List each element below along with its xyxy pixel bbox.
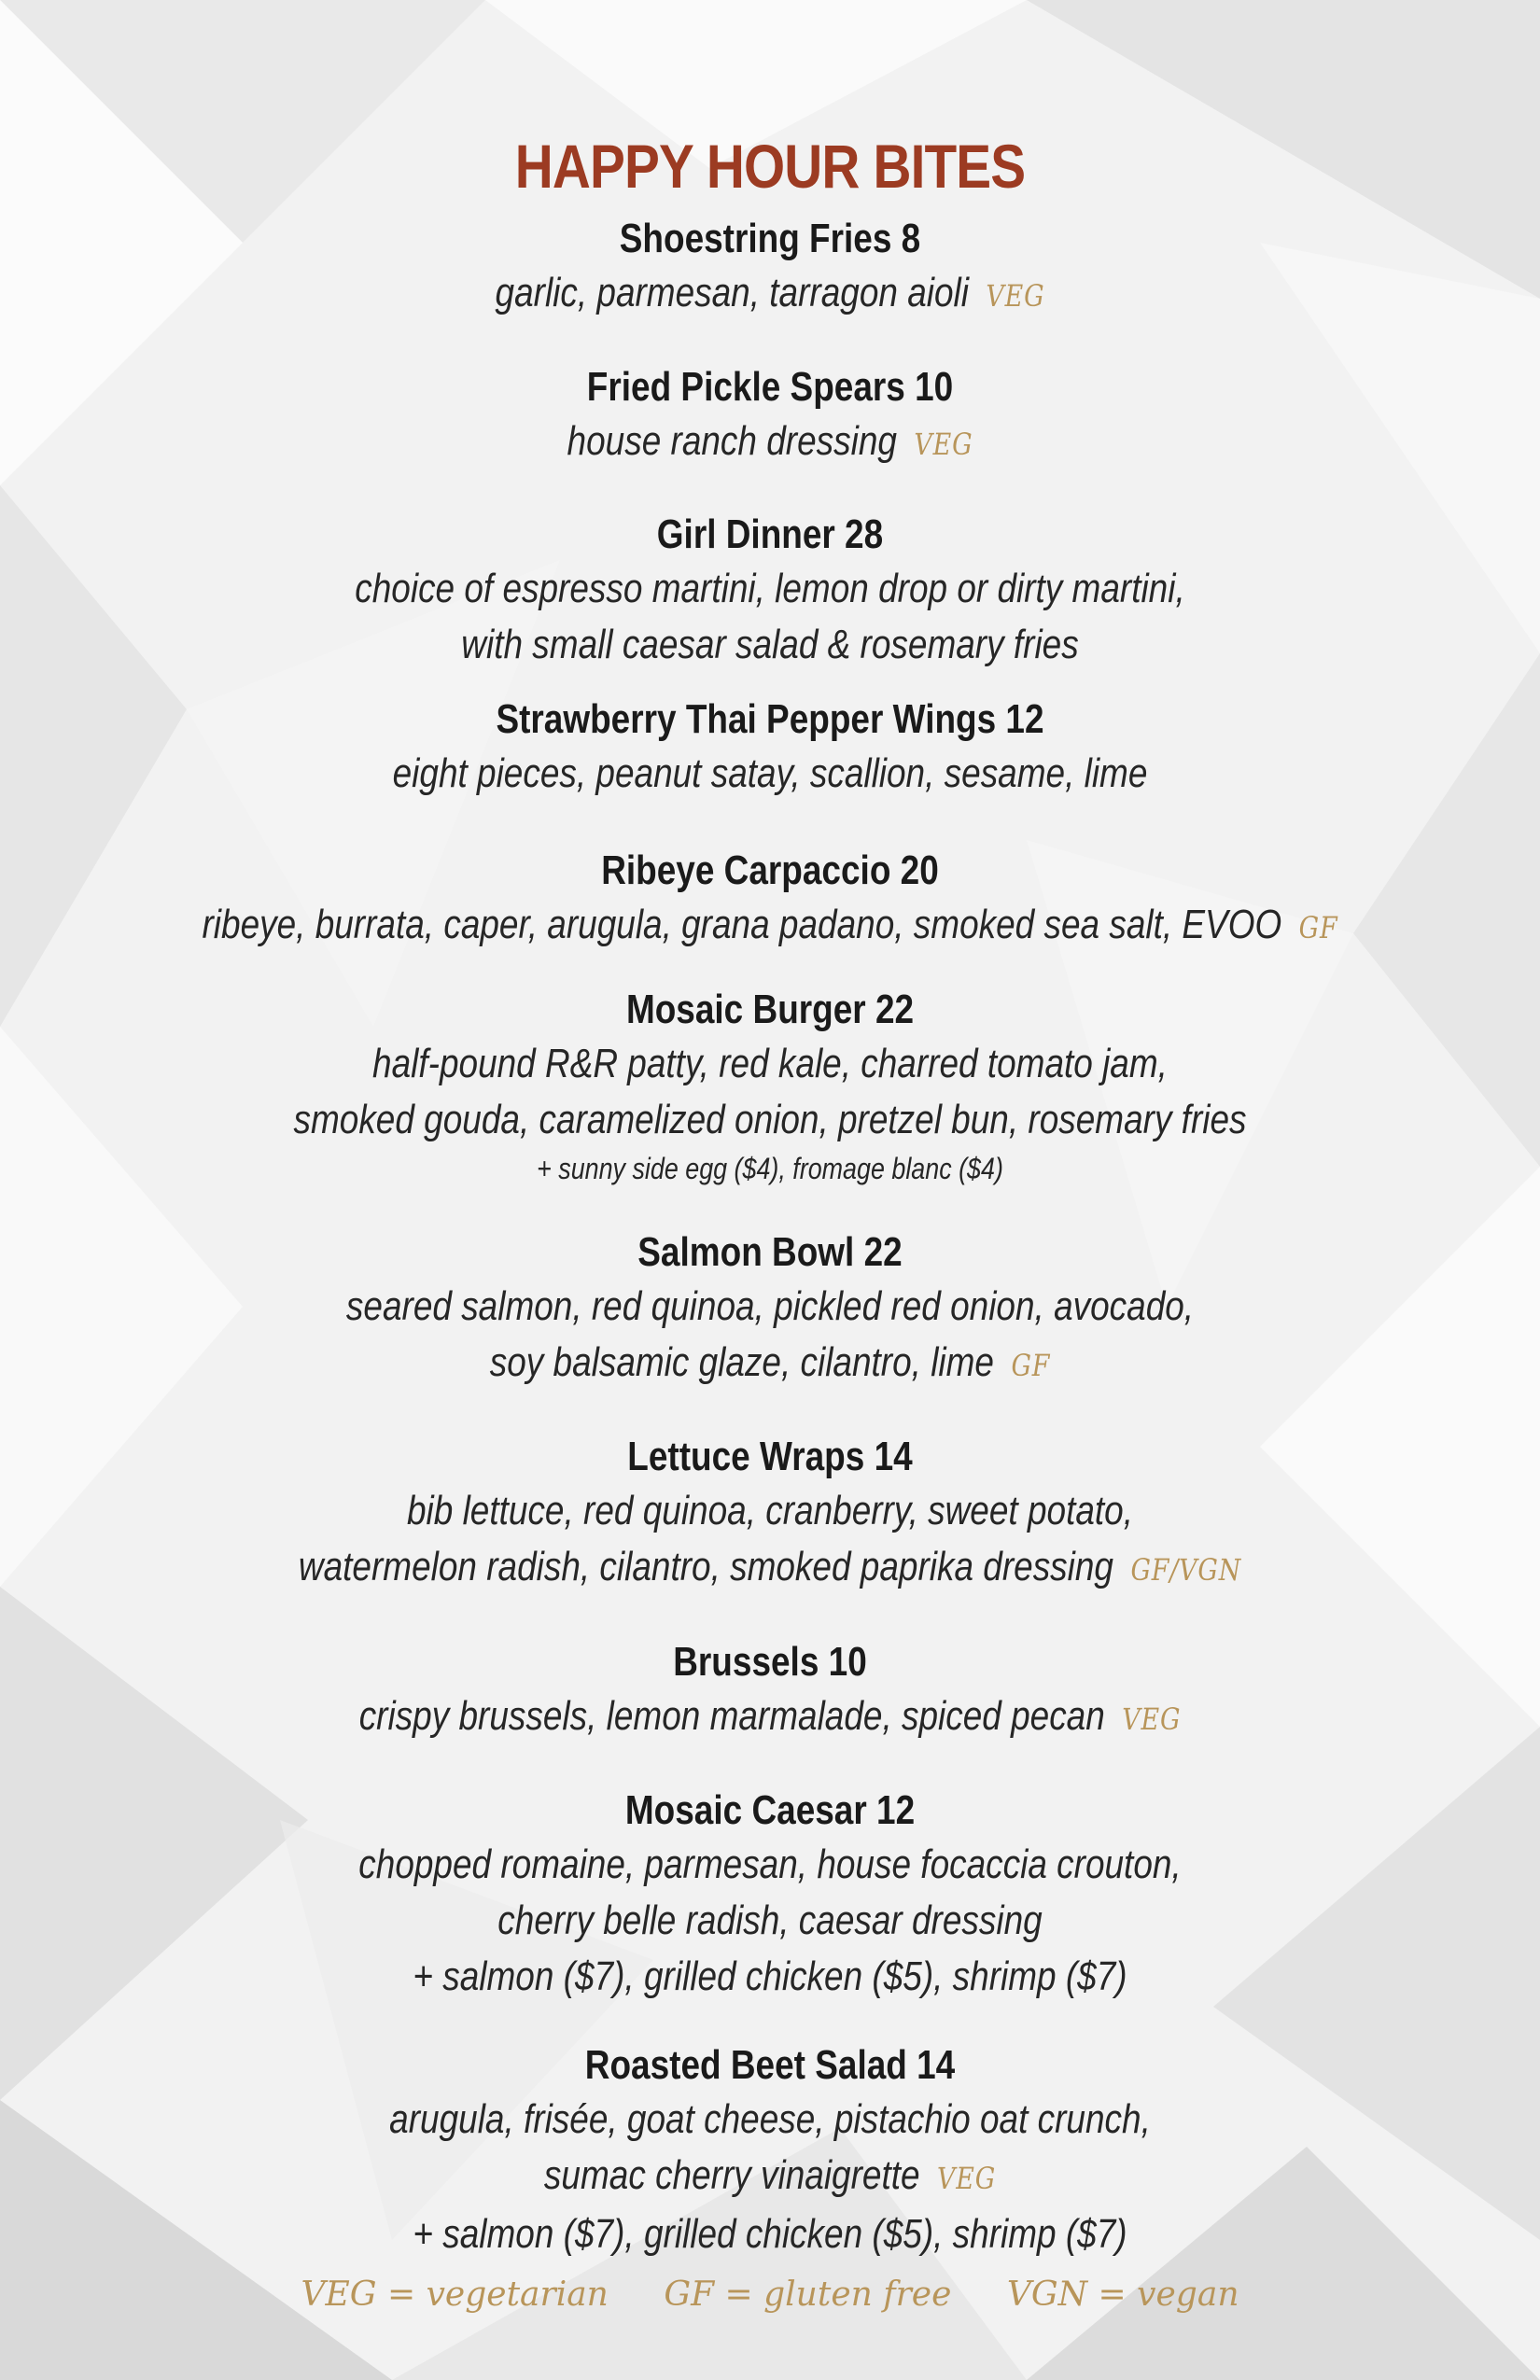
- menu-title: HAPPY HOUR BITES: [514, 132, 1026, 201]
- item-name: Brussels 10: [673, 1639, 867, 1685]
- item-name: Salmon Bowl 22: [637, 1229, 903, 1275]
- veg-tag: VEG: [986, 278, 1045, 314]
- item-name: Mosaic Burger 22: [625, 987, 915, 1032]
- item-name: Fried Pickle Spears 10: [586, 364, 954, 410]
- item-description-line: with small caesar salad & rosemary fries: [461, 622, 1079, 667]
- item-description-line: watermelon radish, cilantro, smoked paprika dressing GF/VGN: [298, 1544, 1242, 1589]
- item-description-line: soy balsamic glaze, cilantro, lime GF: [489, 1339, 1051, 1385]
- menu-item-salmon-bowl: [0, 1226, 1540, 1393]
- item-description-line: seared salmon, red quinoa, pickled red onion, avocado,: [345, 1283, 1195, 1329]
- gf-tag: GF: [1298, 910, 1338, 945]
- item-name: Strawberry Thai Pepper Wings 12: [496, 696, 1044, 742]
- veg-tag: VEG: [937, 2161, 997, 2196]
- item-description-line: arugula, frisée, goat cheese, pistachio oat crunch,: [389, 2096, 1151, 2142]
- item-description-line: choice of espresso martini, lemon drop or dirty martini,: [355, 566, 1185, 611]
- menu-item-mosaic-burger: [0, 984, 1540, 1189]
- gf-vgn-tag: GF/VGN: [1130, 1552, 1242, 1588]
- item-name: Mosaic Caesar 12: [624, 1787, 916, 1833]
- menu-item-brussels: [0, 1636, 1540, 1747]
- item-description-line: sumac cherry vinaigrette VEG: [543, 2152, 997, 2198]
- veg-tag: VEG: [1122, 1701, 1182, 1737]
- menu-item-fried-pickle-spears: [0, 361, 1540, 472]
- menu-item-strawberry-thai-pepper-wings: [0, 693, 1540, 802]
- item-name: Ribeye Carpaccio 20: [601, 847, 939, 893]
- menu-item-mosaic-caesar: [0, 1785, 1540, 2005]
- menu-item-roasted-beet-salad: [0, 2039, 1540, 2262]
- veg-tag: VEG: [914, 427, 973, 462]
- item-name: Shoestring Fries 8: [619, 216, 921, 261]
- legend-gf: GF = gluten free: [664, 2275, 952, 2314]
- menu-item-lettuce-wraps: [0, 1431, 1540, 1598]
- gf-tag: GF: [1011, 1348, 1051, 1383]
- item-description-line: cherry belle radish, caesar dressing: [497, 1897, 1043, 1943]
- item-description-line: half-pound R&R patty, red kale, charred tomato jam,: [372, 1041, 1168, 1086]
- item-description: ribeye, burrata, caper, arugula, grana padano, smoked sea salt, EVOO GF: [202, 902, 1338, 947]
- item-name: Lettuce Wraps 14: [627, 1434, 913, 1479]
- legend-vgn: VGN = vegan: [1006, 2275, 1239, 2314]
- item-description-line: bib lettuce, red quinoa, cranberry, sweet potato,: [407, 1488, 1133, 1533]
- item-addon-line: + salmon ($7), grilled chicken ($5), shrimp ($7): [413, 1953, 1127, 1999]
- item-name: Girl Dinner 28: [656, 511, 884, 557]
- item-description: house ranch dressing VEG: [567, 418, 973, 464]
- item-addon-note: + sunny side egg ($4), fromage blanc ($4): [537, 1152, 1003, 1185]
- item-description-line: chopped romaine, parmesan, house focaccia crouton,: [358, 1841, 1182, 1887]
- item-description: garlic, parmesan, tarragon aioli VEG: [495, 270, 1045, 315]
- menu-item-girl-dinner: [0, 509, 1540, 673]
- menu-item-ribeye-carpaccio: [0, 845, 1540, 956]
- menu-item-shoestring-fries: [0, 213, 1540, 324]
- item-description-line: smoked gouda, caramelized onion, pretzel bun, rosemary fries: [293, 1097, 1247, 1142]
- dietary-legend: [0, 2275, 1540, 2314]
- legend-veg: VEG = vegetarian: [301, 2275, 609, 2314]
- item-name: Roasted Beet Salad 14: [584, 2042, 956, 2088]
- item-description: eight pieces, peanut satay, scallion, sesame, lime: [392, 750, 1148, 796]
- item-addon-line: + salmon ($7), grilled chicken ($5), shrimp ($7): [413, 2211, 1127, 2257]
- item-description: crispy brussels, lemon marmalade, spiced pecan VEG: [358, 1693, 1182, 1739]
